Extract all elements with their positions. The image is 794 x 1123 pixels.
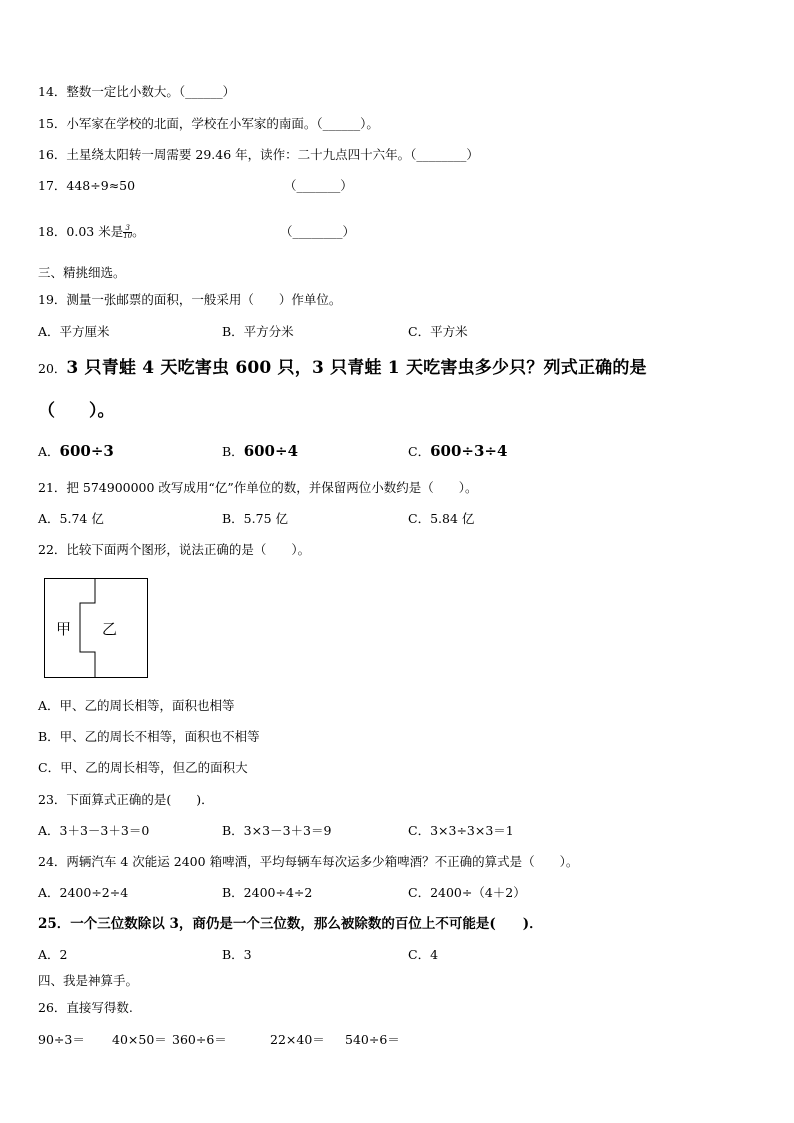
question-20-text: 3 只青蛙 4 天吃害虫 600 只，3 只青蛙 1 天吃害虫多少只？列式正确的是 — [66, 358, 647, 378]
option-b[interactable]: B．甲、乙的周长不相等，面积也不相等 — [38, 729, 260, 744]
answer-blank[interactable]: ________ — [416, 147, 467, 162]
option-c[interactable]: C．4 — [408, 947, 439, 962]
section-heading: 三、精挑细选。 — [38, 265, 126, 280]
option-value: 600÷3 — [59, 442, 114, 460]
question-18-end: 。 — [132, 224, 145, 239]
option-a[interactable]: A．3＋3－3＋3＝0 — [38, 823, 150, 838]
option-b[interactable]: B．平方分米 — [222, 324, 294, 339]
option-b[interactable] — [222, 443, 298, 460]
question-15-close: ）。 — [360, 116, 379, 131]
question-22-text: 22．比较下面两个图形，说法正确的是（ ）。 — [38, 542, 311, 557]
question-16-close: ） — [466, 147, 479, 162]
option-a[interactable]: A．甲、乙的周长相等，面积也相等 — [38, 698, 235, 713]
question-18-text: 18．0.03 米是 — [38, 224, 124, 239]
question-17-text: 17．448÷9≈50 — [38, 178, 136, 193]
option-c[interactable]: C．5.84 亿 — [408, 511, 475, 526]
option-value: 600÷3÷4 — [430, 442, 508, 460]
option-a[interactable]: A．2 — [38, 947, 68, 962]
question-18-answer-blank[interactable]: （________） — [280, 224, 356, 239]
fraction-denominator: 10 — [123, 232, 133, 240]
question-15 — [38, 116, 379, 132]
question-26-text: 26．直接写得数. — [38, 1000, 133, 1015]
question-14 — [38, 84, 235, 100]
option-label: C． — [408, 444, 431, 459]
label-jia: 甲 — [56, 620, 72, 638]
question-18 — [38, 224, 145, 240]
answer-blank[interactable]: ______ — [185, 84, 223, 99]
question-17-answer-blank[interactable]: （_______） — [284, 178, 353, 193]
option-a[interactable]: A．2400÷2÷4 — [38, 885, 129, 900]
option-a[interactable] — [38, 443, 114, 460]
option-c[interactable] — [408, 443, 507, 460]
option-label: B． — [222, 444, 244, 459]
question-20-text-continued: （ ）。 — [38, 401, 115, 421]
option-value: 600÷4 — [243, 442, 299, 460]
question-14-close: ） — [222, 84, 236, 99]
option-b[interactable]: B．3 — [222, 947, 252, 962]
option-c[interactable]: C．3×3÷3×3＝1 — [408, 823, 514, 838]
question-24-text: 24．两辆汽车 4 次能运 2400 箱啤酒，平均每辆车每次运多少箱啤酒？不正确的算式是（ ）。 — [38, 854, 579, 869]
calc-item[interactable]: 90÷3＝ — [38, 1032, 85, 1047]
option-a[interactable]: A．5.74 亿 — [38, 511, 104, 526]
calc-item[interactable]: 40×50＝ — [112, 1032, 167, 1047]
question-20-number: 20． — [38, 361, 67, 376]
option-label: A． — [38, 444, 60, 459]
question-15-text: 15．小军家在学校的北面，学校在小军家的南面。（ — [38, 116, 323, 131]
answer-blank[interactable]: ______ — [322, 116, 361, 131]
question-19-text: 19．测量一张邮票的面积，一般采用（ ）作单位。 — [38, 292, 342, 307]
option-c[interactable]: C．平方米 — [408, 324, 468, 339]
calc-item[interactable]: 540÷6＝ — [345, 1032, 400, 1047]
fraction — [123, 225, 132, 240]
question-14-text: 14．整数一定比小数大。（ — [38, 84, 186, 99]
calc-item[interactable]: 22×40＝ — [270, 1032, 325, 1047]
fraction-numerator: 3 — [125, 224, 130, 232]
question-20 — [38, 357, 647, 379]
option-b[interactable]: B．3×3－3＋3＝9 — [222, 823, 332, 838]
question-25-text: 25．一个三位数除以 3，商仍是一个三位数，那么被除数的百位上不可能是( )． — [38, 916, 543, 932]
shapes-figure — [44, 578, 148, 678]
question-21-text: 21．把 574900000 改写成用“亿”作单位的数，并保留两位小数约是（ ）。 — [38, 480, 478, 495]
option-b[interactable]: B．5.75 亿 — [222, 511, 288, 526]
calc-item[interactable]: 360÷6＝ — [172, 1032, 227, 1047]
question-23-text: 23．下面算式正确的是( )． — [38, 792, 214, 807]
option-c[interactable]: C．甲、乙的周长相等，但乙的面积大 — [38, 760, 248, 775]
label-yi: 乙 — [102, 620, 118, 638]
option-a[interactable]: A．平方厘米 — [38, 324, 110, 339]
question-16-text: 16．土星绕太阳转一周需要 29.46 年，读作：二十九点四十六年。（ — [38, 147, 417, 162]
question-16 — [38, 147, 479, 163]
option-b[interactable]: B．2400÷4÷2 — [222, 885, 313, 900]
option-c[interactable]: C．2400÷（4＋2） — [408, 885, 526, 900]
section-heading: 四、我是神算手。 — [38, 973, 139, 988]
